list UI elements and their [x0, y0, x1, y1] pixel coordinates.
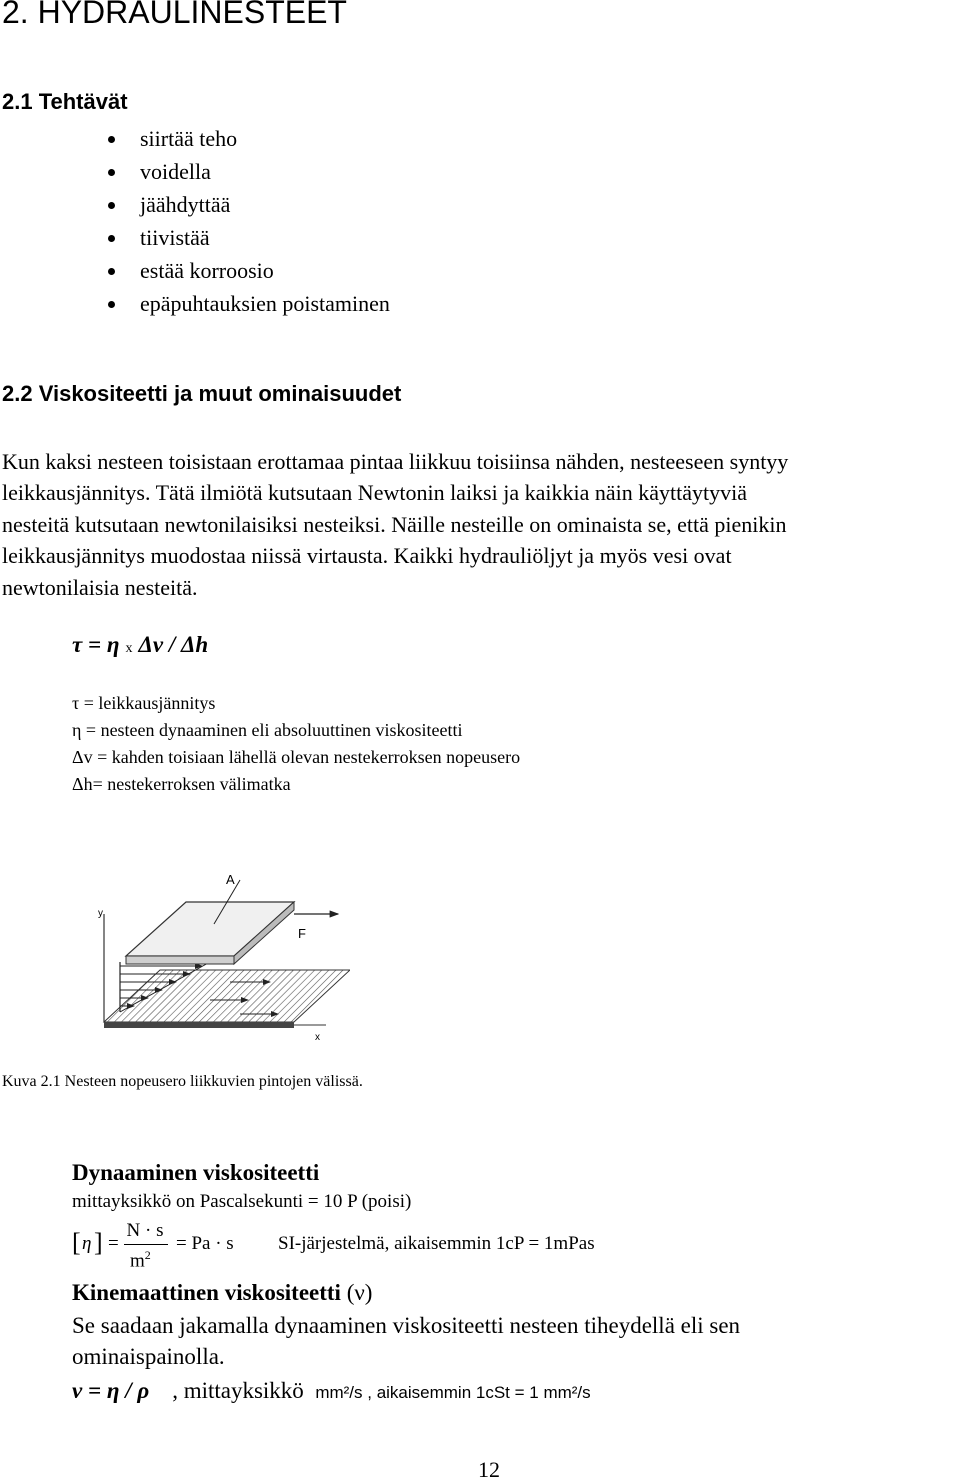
- kinematic-equation: ν = η / ρ , mittayksikkö mm²/s , aikaisemmin 1cSt = 1 mm²/s: [72, 1378, 591, 1403]
- area-label: A: [226, 872, 235, 887]
- bullet-icon: [108, 136, 115, 143]
- section-heading-viscosity: 2.2 Viskositeetti ja muut ominaisuudet: [2, 381, 402, 406]
- intro-paragraph: [2, 446, 960, 603]
- symbol-definitions: [72, 690, 520, 798]
- eq-rhs: = Pa · s: [176, 1233, 234, 1254]
- dynamic-unit-equation: [72, 1220, 772, 1280]
- eq-numerator: N · s: [126, 1220, 164, 1241]
- fraction-bar: [124, 1244, 168, 1245]
- list-item: epäpuhtauksien poistaminen: [108, 287, 390, 320]
- eq-open-bracket: [: [72, 1228, 81, 1257]
- top-plate-front: [126, 956, 234, 964]
- shear-flow-figure: [90, 862, 350, 1042]
- paragraph-line: leikkausjännitys muodostaa niissä virtausta. Kaikki hydrauliöljyt ja myös vesi ovat: [2, 543, 732, 569]
- page-number: 12: [478, 1457, 500, 1482]
- list-item: jäähdyttää: [108, 188, 390, 221]
- eq-close-bracket: ]: [94, 1228, 103, 1257]
- task-list: [108, 122, 390, 320]
- kinematic-text-line: ominaispainolla.: [72, 1344, 225, 1369]
- bottom-plate: [104, 970, 350, 1022]
- definition-delta-h: Δh= nestekerroksen välimatka: [72, 774, 291, 794]
- paragraph-line: Kun kaksi nesteen toisistaan erottamaa pintaa liikkuu toisiinsa nähden, nesteeseen syntyy: [2, 449, 789, 474]
- kinematic-viscosity-heading: Kinemaattinen viskositeetti (ν): [72, 1280, 373, 1305]
- list-item: estää korroosio: [108, 254, 390, 287]
- paragraph-line: newtonilaisia nesteitä.: [2, 574, 198, 600]
- list-item: siirtää teho: [108, 122, 390, 155]
- newton-formula: τ = η x Δv / Δh: [72, 632, 209, 657]
- bullet-icon: [108, 301, 115, 308]
- force-label: F: [298, 926, 306, 941]
- bullet-icon: [108, 169, 115, 176]
- definition-eta: η = nesteen dynaaminen eli absoluuttinen viskositeetti: [72, 720, 463, 740]
- eq-equals: =: [108, 1233, 119, 1254]
- eq-denominator: $m^2$: [130, 1248, 151, 1272]
- list-item: tiivistää: [108, 221, 390, 254]
- dynamic-viscosity-heading: Dynaaminen viskositeetti: [72, 1160, 320, 1185]
- definition-delta-v: Δv = kahden toisiaan lähellä olevan nestekerroksen nopeusero: [72, 747, 521, 767]
- bullet-icon: [108, 202, 115, 209]
- eq-note: SI-järjestelmä, aikaisemmin 1cP = 1mPas: [278, 1233, 595, 1254]
- x-axis-label: x: [315, 1032, 320, 1042]
- bullet-icon: [108, 235, 115, 242]
- eq-lhs: η: [82, 1233, 92, 1254]
- bullet-icon: [108, 268, 115, 275]
- dynamic-unit-line: mittayksikkö on Pascalsekunti = 10 P (poisi): [72, 1191, 412, 1212]
- section-heading-tasks: 2.1 Tehtävät: [2, 89, 128, 114]
- paragraph-line: nesteitä kutsutaan newtonilaisiksi nesteiksi. Näille nesteille on ominaista se, että pienikin: [2, 511, 787, 537]
- y-axis-label: y: [98, 908, 103, 919]
- list-item: voidella: [108, 155, 390, 188]
- kinematic-text-line: Se saadaan jakamalla dynaaminen viskositeetti nesteen tiheydellä eli sen: [72, 1313, 741, 1338]
- chapter-title: 2. HYDRAULINESTEET: [2, 0, 347, 30]
- figure-caption: Kuva 2.1 Nesteen nopeusero liikkuvien pintojen välissä.: [2, 1073, 363, 1090]
- bottom-plate-edge: [104, 1022, 294, 1028]
- paragraph-line: leikkausjännitys. Tätä ilmiötä kutsutaan Newtonin laiksi ja kaikkia näin käyttäytyviä: [2, 480, 747, 506]
- definition-tau: τ = leikkausjännitys: [72, 693, 216, 713]
